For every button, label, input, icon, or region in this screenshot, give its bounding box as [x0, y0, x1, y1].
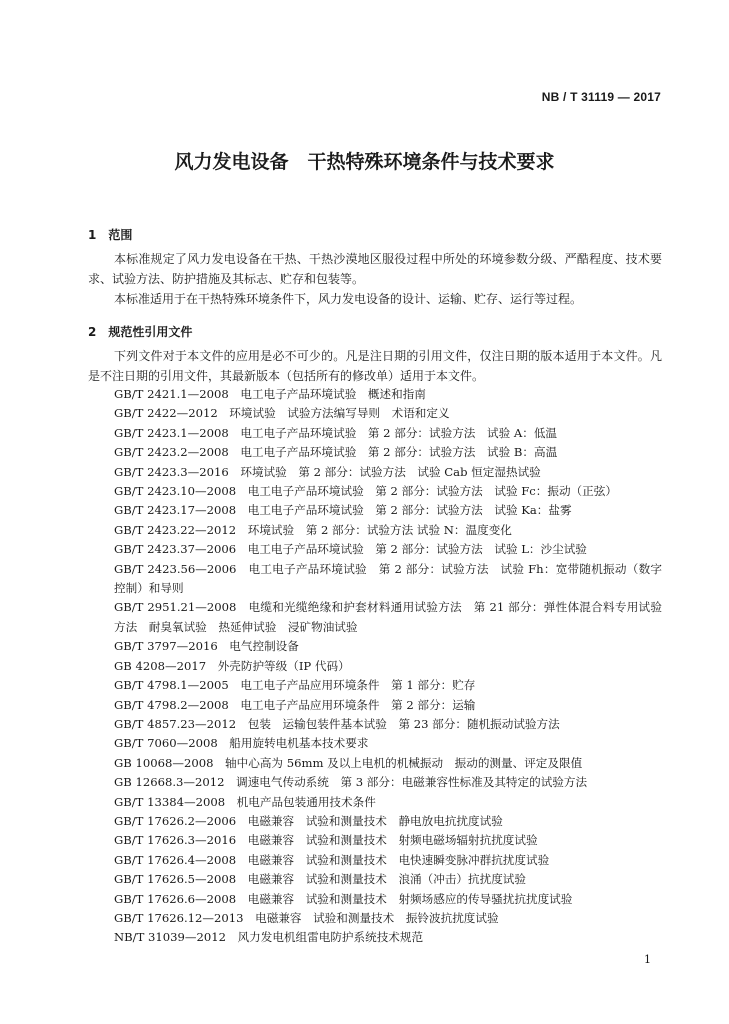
section-2-heading: 2 规范性引用文件 — [88, 325, 193, 339]
reference-item: GB/T 2423.3—2016 环境试验 第 2 部分：试验方法 试验 Cab 恒定湿热试验 — [114, 464, 541, 479]
reference-item: GB/T 2423.22—2012 环境试验 第 2 部分：试验方法 试验 N：温度变化 — [114, 522, 512, 537]
scope-paragraph-2: 本标准适用于在干热特殊环境条件下，风力发电设备的设计、运输、贮存、运行等过程。 — [114, 292, 583, 306]
reference-item: GB/T 4857.23—2012 包装 运输包装件基本试验 第 23 部分：随机振动试验方法 — [114, 716, 560, 731]
reference-item: GB/T 2421.1—2008 电工电子产品环境试验 概述和指南 — [114, 387, 426, 401]
reference-item: GB/T 2422—2012 环境试验 试验方法编写导则 术语和定义 — [114, 406, 450, 421]
reference-item: GB/T 2951.21—2008 电缆和光缆绝缘和护套材料通用试验方法 第 21 部分：弹性体混合料专用试验方法 耐臭氧试验 热延伸试验 浸矿物油试验 — [114, 600, 662, 634]
reference-item: GB/T 2423.37—2006 电工电子产品环境试验 第 2 部分：试验方法 试验 L：沙尘试验 — [114, 542, 587, 557]
reference-item: GB/T 2423.1—2008 电工电子产品环境试验 第 2 部分：试验方法 试验 A：低温 — [114, 425, 558, 440]
reference-item: GB/T 2423.10—2008 电工电子产品环境试验 第 2 部分：试验方法 试验 Fc：振动（正弦） — [114, 484, 617, 499]
reference-item: GB/T 7060—2008 船用旋转电机基本技术要求 — [114, 736, 369, 751]
reference-item: GB/T 17626.6—2008 电磁兼容 试验和测量技术 射频场感应的传导骚扰抗扰度试验 — [114, 891, 573, 906]
reference-item: GB 10068—2008 轴中心高为 56mm 及以上电机的机械振动 振动的测量、评定及限值 — [114, 755, 583, 770]
reference-item: NB/T 31039—2012 风力发电机组雷电防护系统技术规范 — [114, 930, 424, 945]
reference-item: GB/T 3797—2016 电气控制设备 — [114, 639, 299, 654]
reference-item: GB/T 4798.1—2005 电工电子产品应用环境条件 第 1 部分：贮存 — [114, 678, 476, 693]
reference-item: GB/T 17626.4—2008 电磁兼容 试验和测量技术 电快速瞬变脉冲群抗扰度试验 — [114, 852, 550, 867]
reference-item: GB/T 17626.5—2008 电磁兼容 试验和测量技术 浪涌（冲击）抗扰度试验 — [114, 872, 526, 887]
reference-item: GB/T 2423.56—2006 电工电子产品环境试验 第 2 部分：试验方法 试验 Fh：宽带随机振动（数字控制）和导则 — [114, 561, 662, 596]
reference-item: GB/T 17626.12—2013 电磁兼容 试验和测量技术 振铃波抗扰度试验 — [114, 910, 499, 925]
reference-item: GB 4208—2017 外壳防护等级（IP 代码） — [114, 658, 350, 673]
reference-item: GB/T 17626.3—2016 电磁兼容 试验和测量技术 射频电磁场辐射抗扰度试验 — [114, 833, 538, 848]
reference-item: GB/T 2423.2—2008 电工电子产品环境试验 第 2 部分：试验方法 试验 B：高温 — [114, 445, 558, 460]
standard-code: NB / T 31119 — 2017 — [541, 90, 661, 104]
page-number: 1 — [644, 953, 651, 966]
section-1-heading: 1 范围 — [88, 228, 133, 242]
document-title: 风力发电设备 干热特殊环境条件与技术要求 — [174, 151, 555, 173]
reference-item: GB/T 13384—2008 机电产品包装通用技术条件 — [114, 794, 376, 809]
reference-item: GB/T 2423.17—2008 电工电子产品环境试验 第 2 部分：试验方法 试验 Ka：盐雾 — [114, 503, 572, 518]
reference-item: GB 12668.3—2012 调速电气传动系统 第 3 部分：电磁兼容性标准及其特定的试验方法 — [114, 775, 588, 790]
references-intro: 下列文件对于本文件的应用是必不可少的。凡是注日期的引用文件，仅注日期的版本适用于本文件。凡是不注日期的引用文件，其最新版本（包括所有的修改单）适用于本文件。 — [88, 349, 662, 383]
section-2-intro — [88, 346, 662, 386]
reference-item: GB/T 17626.2—2006 电磁兼容 试验和测量技术 静电放电抗扰度试验 — [114, 813, 503, 828]
reference-list — [88, 385, 662, 948]
section-1-body — [88, 249, 662, 309]
reference-item: GB/T 4798.2—2008 电工电子产品应用环境条件 第 2 部分：运输 — [114, 697, 476, 712]
scope-paragraph-1: 本标准规定了风力发电设备在干热、干热沙漠地区服役过程中所处的环境参数分级、严酷程度、技术要求、试验方法、防护措施及其标志、贮存和包装等。 — [88, 252, 662, 286]
